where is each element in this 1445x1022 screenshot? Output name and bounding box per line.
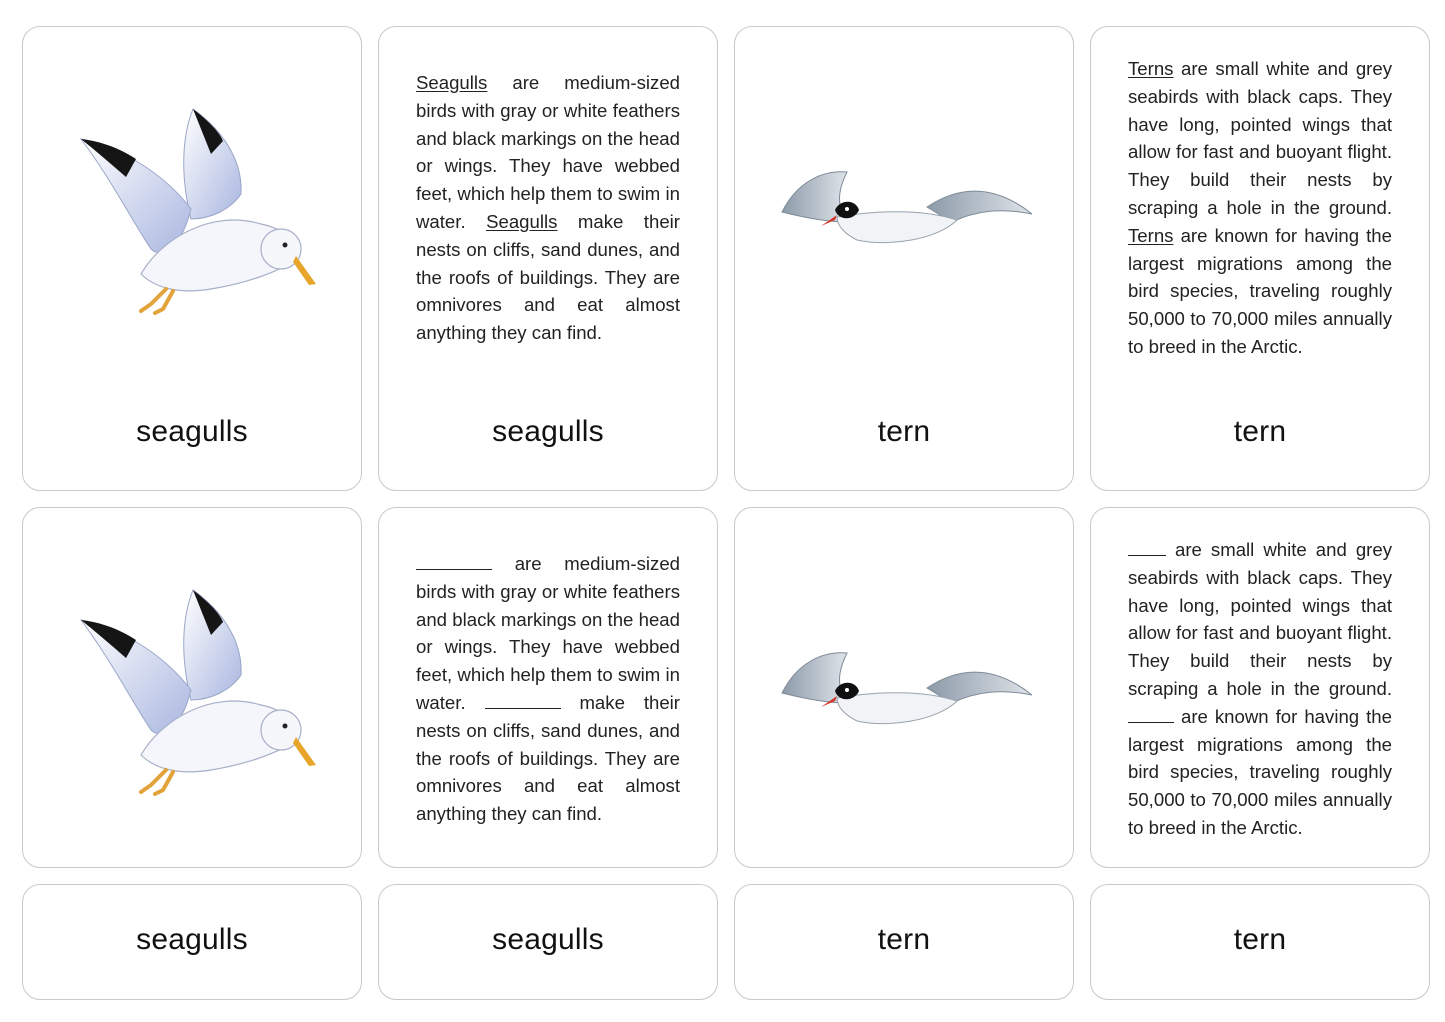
- card-description: Terns are small white and grey seabirds with black caps. They have long, pointed wings that allow for fast and buoyant flight. They build their nests by scraping a hole in the ground. Terns are known for having the largest migrations among the bird species, traveling roughly 50,000 to 70,000 miles annually to breed in the Arctic.: [1128, 58, 1392, 357]
- cloze-card-seagulls: [378, 507, 718, 868]
- underlined-term: Seagulls: [416, 72, 488, 93]
- description-card-tern: [1090, 26, 1430, 491]
- blank-line: [416, 553, 492, 570]
- card-label: tern: [877, 415, 931, 448]
- tern-illustration: [777, 643, 1037, 738]
- card-label: tern: [877, 923, 931, 956]
- label-card-seagulls: [22, 884, 362, 1000]
- card-description: are medium-sized birds with gray or white feathers and black markings on the head or wings. They have webbed feet, which help them to swim in water. make their nests on cliffs, sand dunes, and the roofs of buildings. They are omnivores and eat almost anything they can find.: [416, 553, 680, 825]
- label-card-seagulls: [378, 884, 718, 1000]
- label-card-tern: [1090, 884, 1430, 1000]
- card-label: seagulls: [136, 923, 248, 956]
- card-label: seagulls: [136, 415, 248, 448]
- picture-card-seagulls: [22, 507, 362, 868]
- card-label: tern: [1233, 923, 1287, 956]
- seagull-illustration: [71, 99, 321, 319]
- blank-line: [485, 692, 561, 709]
- underlined-term: Terns: [1128, 58, 1174, 79]
- description-card-seagulls: [378, 26, 718, 491]
- picture-card-tern: [734, 507, 1074, 868]
- label-card-tern: [734, 884, 1074, 1000]
- picture-label-card-tern: [734, 26, 1074, 491]
- card-description: are small white and grey seabirds with black caps. They have long, pointed wings that allow for fast and buoyant flight. They build their nests by scraping a hole in the ground. are known for having the largest migrations among the bird species, traveling roughly 50,000 to 70,000 miles annually to breed in the Arctic.: [1128, 539, 1392, 838]
- card-description: Seagulls are medium-sized birds with gray or white feathers and black markings on the head or wings. They have webbed feet, which help them to swim in water. Seagulls make their nests on cliffs, sand dunes, and the roofs of buildings. They are omnivores and eat almost anything they can find.: [416, 72, 680, 344]
- blank-line: [1128, 539, 1166, 556]
- card-label: seagulls: [492, 923, 604, 956]
- picture-label-card-seagulls: [22, 26, 362, 491]
- underlined-term: Terns: [1128, 224, 1174, 246]
- blank-line: [1128, 706, 1174, 723]
- seagull-illustration: [71, 580, 321, 800]
- card-label: tern: [1233, 415, 1287, 448]
- cloze-card-tern: [1090, 507, 1430, 868]
- underlined-term: Seagulls: [486, 210, 558, 232]
- card-label: seagulls: [492, 415, 604, 448]
- tern-illustration: [777, 162, 1037, 257]
